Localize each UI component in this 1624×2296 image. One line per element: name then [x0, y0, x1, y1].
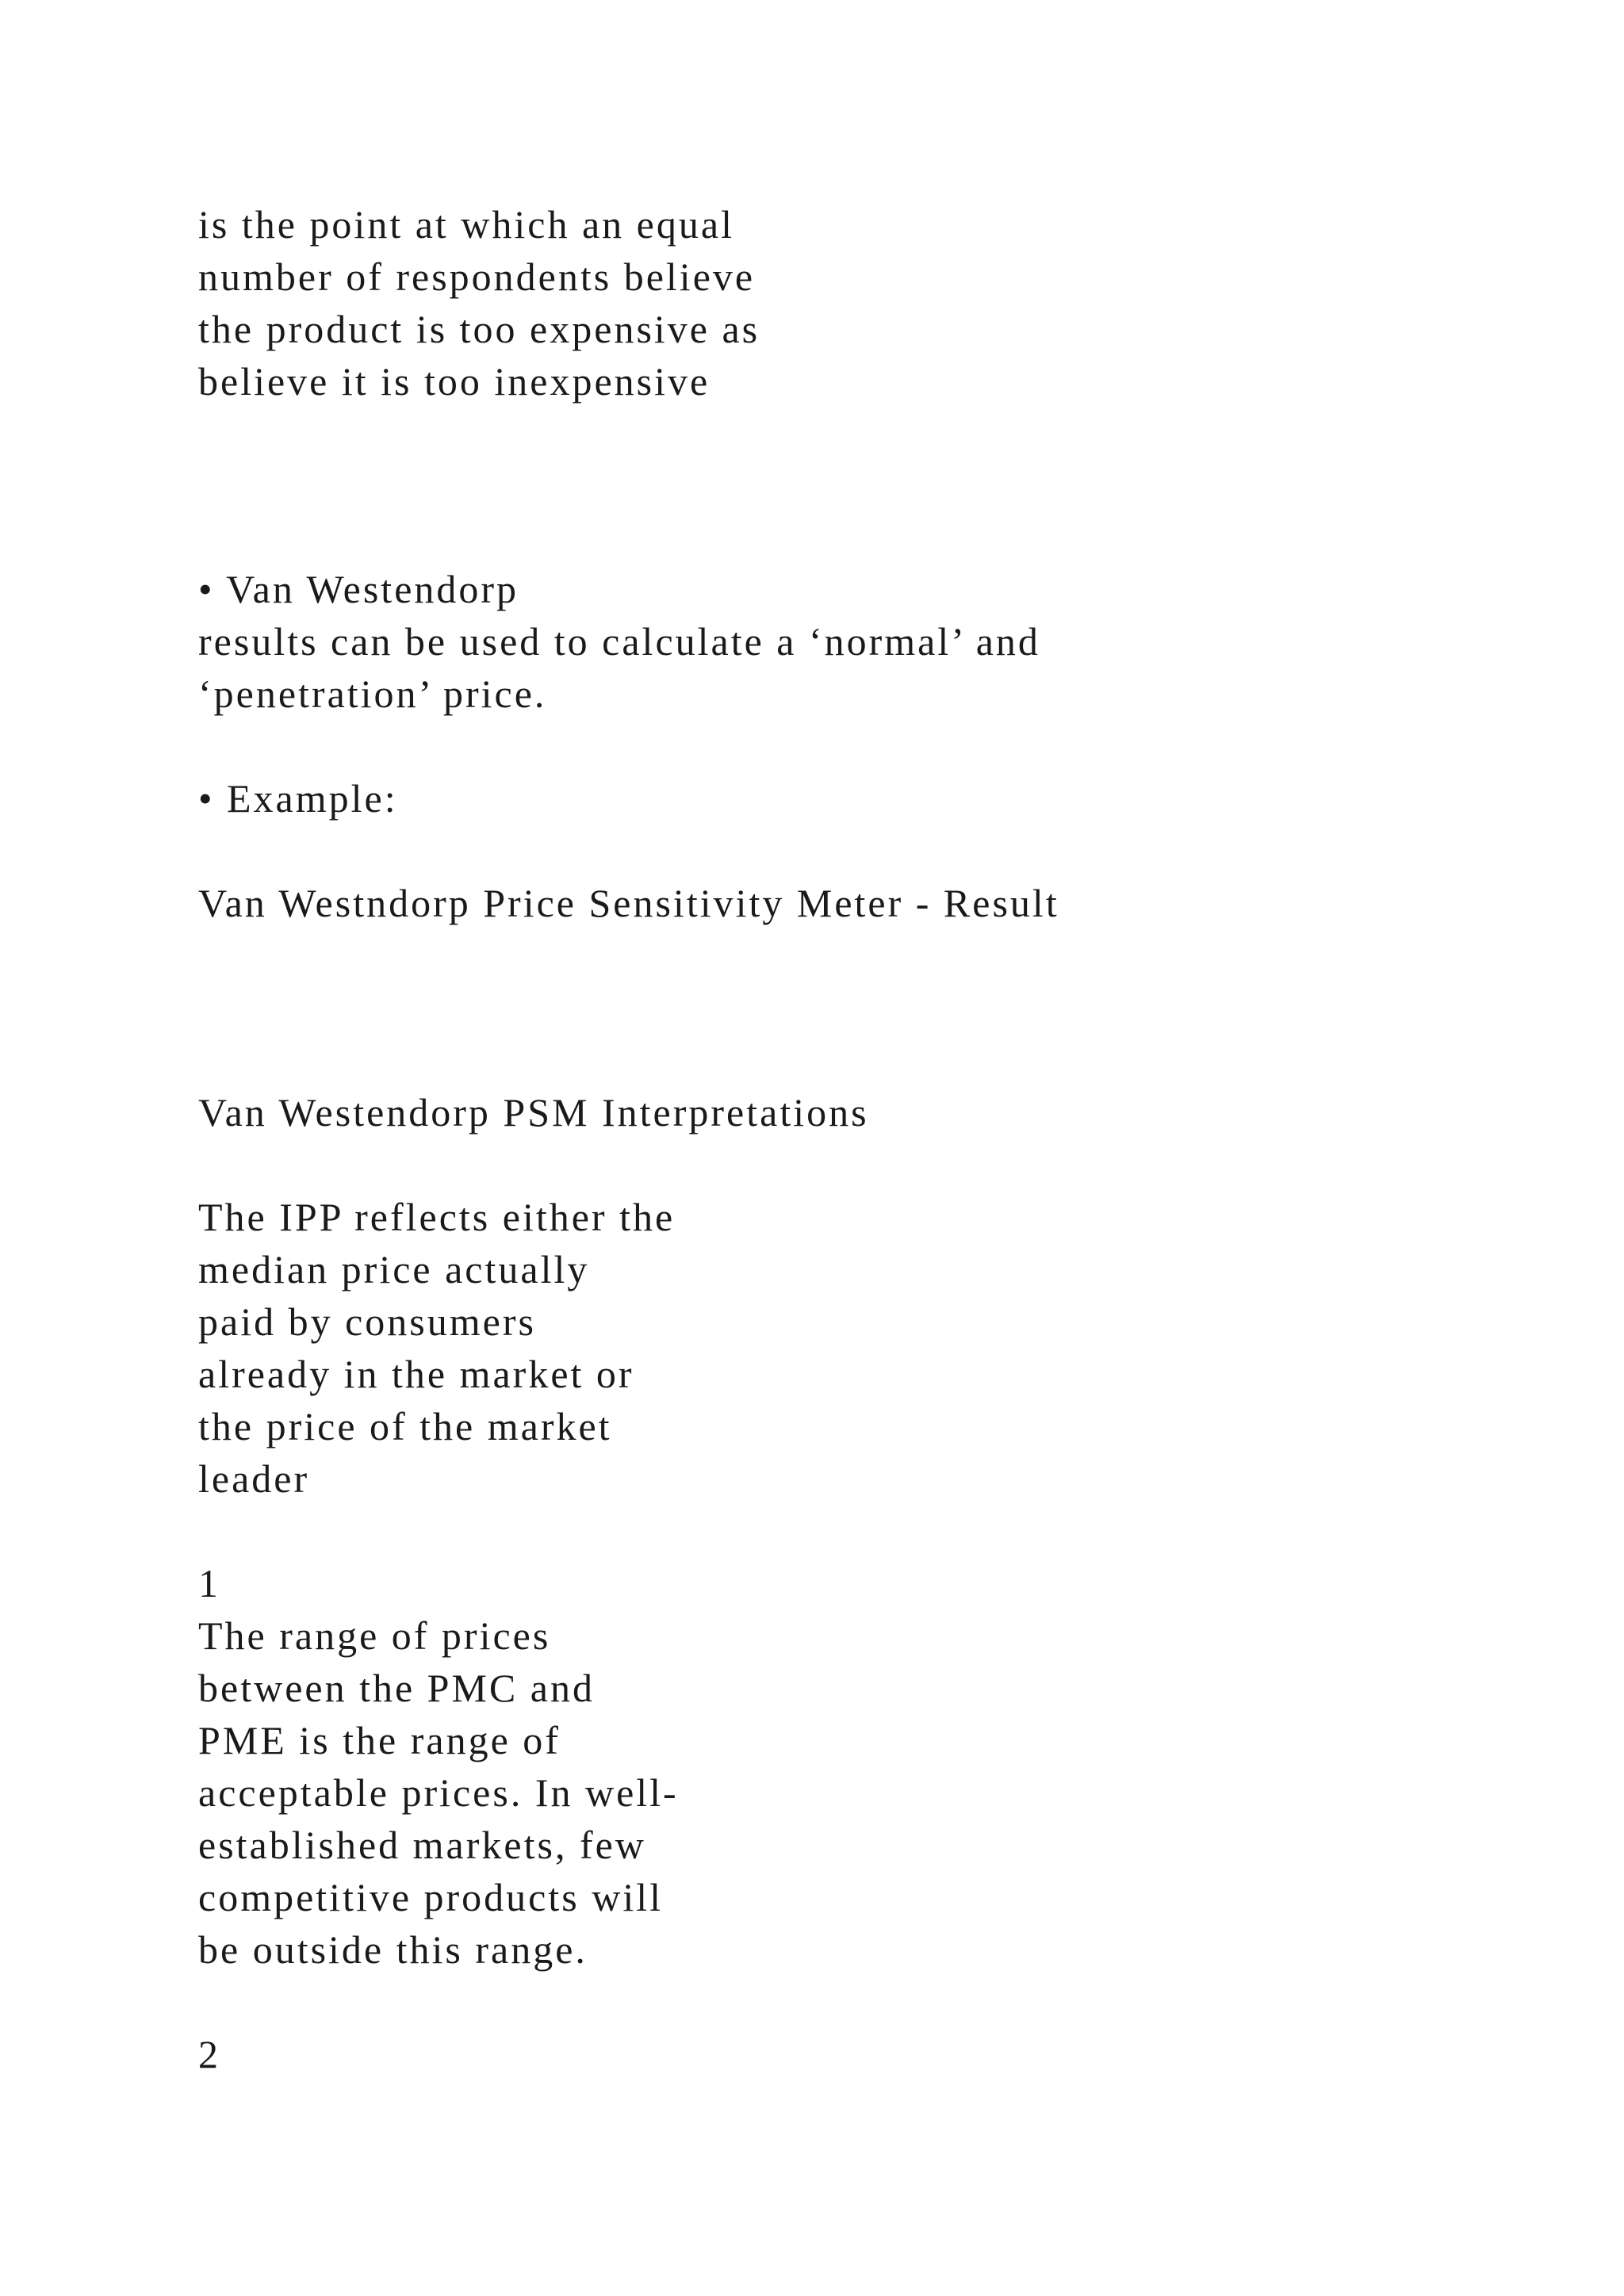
- text-line: be outside this range.: [198, 1927, 588, 1972]
- text-line: leader: [198, 1456, 310, 1501]
- bullet-text-line: • Example:: [198, 776, 398, 821]
- text-line: the product is too expensive as: [198, 307, 760, 351]
- text-line: median price actually: [198, 1247, 590, 1292]
- text-line: competitive products will: [198, 1875, 664, 1919]
- bullet-text-line: • Van Westendorp: [198, 567, 519, 611]
- heading-line: Van Westendorp PSM Interpretations: [198, 1090, 869, 1135]
- heading-line: Van Westndorp Price Sensitivity Meter - Result: [198, 881, 1059, 925]
- text-line: already in the market or: [198, 1352, 634, 1396]
- text-line: the price of the market: [198, 1404, 612, 1448]
- item-number: 2: [198, 2032, 220, 2076]
- text-line: paid by consumers: [198, 1299, 536, 1344]
- text-line: The IPP reflects either the: [198, 1195, 676, 1239]
- text-line: believe it is too inexpensive: [198, 359, 710, 404]
- item-number: 1: [198, 1561, 220, 1605]
- text-line: PME is the range of: [198, 1718, 561, 1762]
- text-line: established markets, few: [198, 1823, 646, 1867]
- text-line: ‘penetration’ price.: [198, 672, 547, 716]
- text-line: acceptable prices. In well-: [198, 1770, 679, 1815]
- text-line: between the PMC and: [198, 1666, 595, 1710]
- text-line: is the point at which an equal: [198, 202, 734, 247]
- text-line: number of respondents believe: [198, 254, 756, 299]
- text-line: results can be used to calculate a ‘normal’ and: [198, 619, 1040, 664]
- text-line: The range of prices: [198, 1613, 551, 1658]
